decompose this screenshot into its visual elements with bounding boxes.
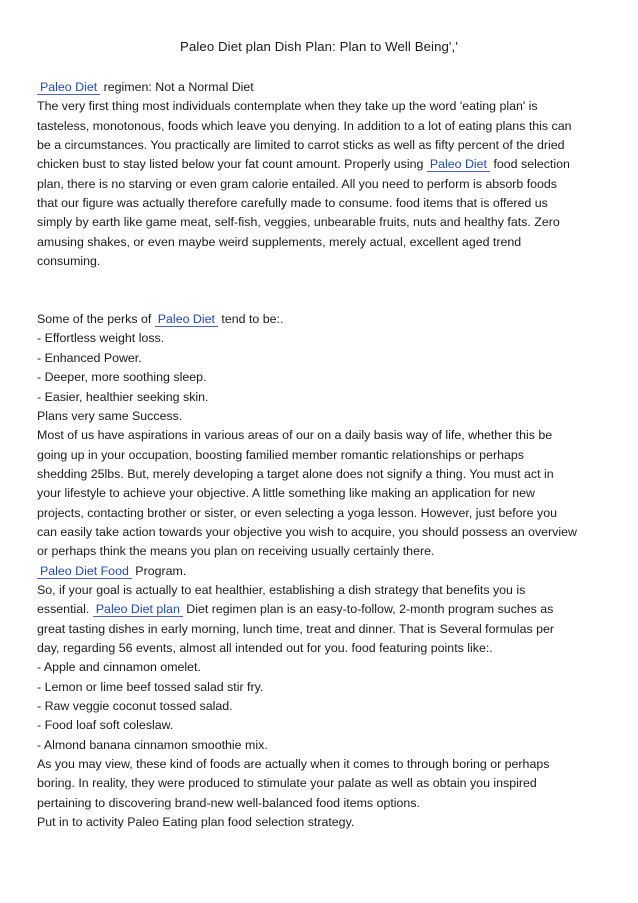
document-title: Paleo Diet plan Dish Plan: Plan to Well Being',' [180,39,458,54]
paragraph-line: consuming. [37,254,101,269]
list-item: - Raw veggie coconut tossed salad. [37,699,233,713]
list-item: - Effortless weight loss. [37,331,165,346]
paragraph-line: shedding 25lbs. But, merely developing a target alone does not signify a thing. You must act in [37,466,554,481]
paragraph-line: chicken bust to stay listed below your fat count amount. Properly using Paleo Diet food selection [37,157,570,172]
paragraph-line: Paleo Diet regimen: Not a Normal Diet [37,78,602,97]
paragraph-line: Some of the perks of Paleo Diet tend to be:. [37,312,284,327]
paragraph-line: Paleo Diet Food Program. [37,562,602,581]
paragraph-line: The very first thing most individuals contemplate when they take up the word 'eating plan' is [37,99,538,114]
paragraph-line: be a circumstances. You practically are limited to carrot sticks as well as fifty percent of the dried [37,138,565,153]
paragraph-line: or perhaps think the means you plan on receiving usually certainly there. [37,544,435,559]
list-item: - Apple and cinnamon omelet. [37,660,201,675]
paleo-diet-link[interactable]: Paleo Diet [427,157,490,172]
paragraph-line: Plans very same Success. [37,408,183,423]
paleo-diet-food-link[interactable]: Paleo Diet Food [37,564,132,579]
paragraph-line: your lifestyle to achieve your objective. A little something like making an application for new [37,486,535,501]
paragraph-line: As you may view, these kind of foods are actually when it comes to through boring or perhaps [37,757,550,772]
list-item: - Deeper, more soothing sleep. [37,370,207,385]
list-item: - Food loaf soft coleslaw. [37,718,174,733]
paragraph-line: going up in your occupation, boosting familied member romantic relationships or perhaps [37,447,524,462]
paragraph-line: great tasting dishes in early morning, lunch time, treat and dinner. That is Several formulas per [37,621,554,636]
paragraph-line: essential. Paleo Diet plan Diet regimen plan is an easy-to-follow, 2-month program suches as [37,602,554,617]
paragraph-line: plan, there is no starving or even gram calorie entailed. All you need to perform is absorb foods [37,176,558,191]
paragraph-line: simply by earth like game meat, self-fish, veggies, unbearable fruits, nuts and healthy fats. Zero [37,215,560,230]
paragraph-gap [37,271,602,310]
list-item: - Almond banana cinnamon smoothie mix. [37,737,268,752]
paleo-diet-plan-link[interactable]: Paleo Diet plan [93,602,183,617]
paragraph-line: boring. In reality, they were produced to stimulate your palate as well as obtain you inspired [37,776,537,791]
document-body [37,78,602,832]
list-item: - Lemon or lime beef tossed salad stir fry. [37,679,264,694]
paragraph-line: So, if your goal is actually to eat healthier, establishing a dish strategy that benefits you is [37,582,526,597]
paragraph-line: can easily take action towards your objective you wish to acquire, you should possess an overview [37,524,577,539]
list-item: - Easier, healthier seeking skin. [37,389,209,404]
paragraph-line: that our figure was actually therefore carefully made to consume. food items that is offered us [37,196,548,211]
paragraph-line: day, regarding 56 events, almost all intended out for you. food featuring points like:. [37,640,493,655]
paragraph-line: tasteless, monotonous, foods which leave you denying. In addition to a lot of eating plans this can [37,118,572,133]
paragraph-line: pertaining to discovering brand-new well-balanced food items options. [37,795,420,810]
paragraph-line: Most of us have aspirations in various areas of our on a daily basis way of life, whether this be [37,428,553,443]
paragraph-line: Put in to activity Paleo Eating plan food selection strategy. [37,815,355,830]
list-item: - Enhanced Power. [37,350,142,365]
paragraph-line: amusing shakes, or even maybe weird supplements, merely actual, excellent aged trend [37,234,522,249]
paleo-diet-link[interactable]: Paleo Diet [155,312,218,327]
paragraph-line: projects, contacting brother or sister, or even selecting a yoga lesson. However, just before you [37,505,557,520]
paleo-diet-link[interactable]: Paleo Diet [37,80,100,95]
